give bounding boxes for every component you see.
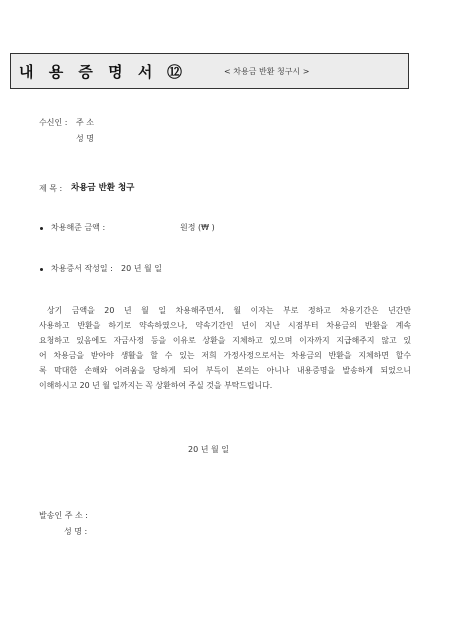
bullet-icon: [40, 268, 43, 271]
bullet-icon: [40, 227, 43, 230]
subject-value: 차용금 반환 청구: [71, 183, 135, 193]
issue-date-line: 20 년 월 일: [188, 445, 229, 454]
sender-name-label: 성 명 :: [64, 527, 88, 536]
sender-address-label: 발송인 주 소 :: [39, 511, 88, 520]
loan-amount-value: 원정 (₩ ): [180, 223, 215, 232]
document-subtitle: < 차용금 반환 청구시 >: [224, 67, 310, 76]
document-title: 내 용 증 명 서: [19, 63, 158, 81]
body-paragraph: [39, 303, 411, 393]
subject-label: 제 목 :: [39, 184, 63, 193]
body-line: 상기 금액을 20 년 월 일 차용해주면서, 월 이자는 부로 정하고 차용기간은 년간만: [47, 306, 411, 315]
recipient-label: 수신인 :: [39, 118, 68, 127]
title-box: [10, 53, 409, 89]
body-line: 사용하고 반환을 하기로 약속하였으나, 약속기간인 년이 지난 시점부터 차용금의 반환을 계속: [39, 321, 411, 330]
contract-date-value: 20 년 월 일: [121, 264, 162, 273]
contract-date-label: 차용증서 작성일 :: [51, 264, 113, 273]
document-number: ⑫: [167, 63, 183, 81]
recipient-name-label: 성 명: [76, 134, 94, 143]
body-line: 어 차용금을 받아야 생활을 할 수 있는 저희 가정사정으로서는 차용금의 반환을 지체하면 할수: [39, 351, 411, 360]
body-line: 요청하고 있음에도 자금사정 등을 이유로 상환을 지체하고 있으며 이자까지 지급해주지 않고 있: [39, 336, 411, 345]
loan-amount-label: 차용해준 금액 :: [51, 223, 106, 232]
body-line: 록 막대한 손해와 어려움을 당하게 되어 부득이 본의는 아니나 내용증명을 발송하게 되었으니: [39, 366, 411, 375]
recipient-address-label: 주 소: [76, 118, 94, 127]
body-line: 이해하시고 20 년 월 일까지는 꼭 상환하여 주실 것을 부탁드립니다.: [39, 381, 273, 390]
